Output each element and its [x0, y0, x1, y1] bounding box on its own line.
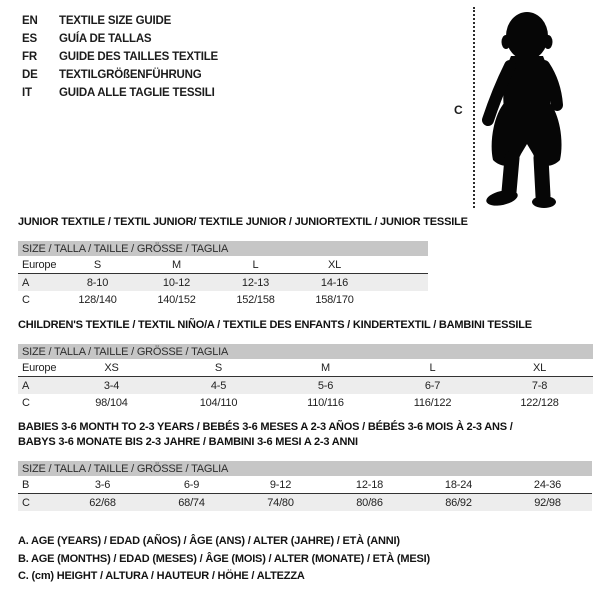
table-row	[18, 494, 592, 512]
table-cell: XL	[486, 359, 593, 377]
height-measure-line	[473, 7, 475, 208]
legend-line: B. AGE (MONTHS) / EDAD (MESES) / ÂGE (MOIS) / ALTER (MONATE) / ETÀ (MESI)	[18, 552, 430, 565]
language-code: EN	[22, 15, 38, 27]
row-label: A	[18, 274, 58, 292]
table-row	[18, 274, 428, 292]
size-header-bar	[18, 344, 593, 359]
size-table	[18, 241, 428, 308]
table-cell: 9-12	[236, 476, 325, 494]
table-cell: 4-5	[165, 377, 272, 395]
size-table-section	[18, 215, 468, 308]
language-title: GUIDA ALLE TAGLIE TESSILI	[59, 87, 215, 99]
table-cell: 140/152	[157, 293, 196, 306]
language-code: DE	[22, 69, 38, 81]
table-row	[18, 377, 593, 395]
size-table	[18, 461, 592, 511]
table-cell-empty	[374, 256, 428, 274]
table-cell: 12-18	[325, 476, 414, 494]
row-label: Europe	[18, 256, 58, 274]
table-cell: 152/158	[236, 293, 275, 306]
table-title	[18, 420, 592, 450]
table-cell: 7-8	[486, 377, 593, 395]
table-row	[18, 394, 593, 411]
table-cell: 12-13	[216, 274, 295, 292]
table-cell: 158/170	[315, 293, 354, 306]
table-title-line: BABIES 3-6 MONTH TO 2-3 YEARS / BEBÉS 3-6 MESES A 2-3 AÑOS / BÉBÉS 3-6 MOIS À 2-3 ANS /	[18, 421, 513, 433]
size-header-bar	[18, 241, 428, 256]
row-label: A	[18, 377, 58, 395]
language-row	[22, 12, 218, 30]
language-title: GUÍA DE TALLAS	[59, 33, 152, 45]
language-code: ES	[22, 33, 37, 45]
language-code: FR	[22, 51, 37, 63]
table-cell: 3-4	[58, 377, 165, 395]
table-cell: 98/104	[95, 396, 128, 409]
row-label: C	[22, 293, 30, 306]
measure-legend	[18, 533, 430, 586]
language-list	[22, 12, 218, 102]
table-cell: 6-9	[147, 476, 236, 494]
table-cell: 110/116	[307, 396, 344, 409]
language-code: IT	[22, 87, 32, 99]
table-row	[18, 359, 593, 377]
table-title	[18, 318, 593, 333]
table-cell: S	[165, 359, 272, 377]
toddler-silhouette-image	[480, 8, 572, 208]
row-label: Europe	[18, 359, 58, 377]
row-label: C	[22, 396, 30, 409]
table-cell: 92/98	[503, 494, 592, 512]
height-measure-label: C	[454, 103, 463, 117]
table-title-line: JUNIOR TEXTILE / TEXTIL JUNIOR/ TEXTILE JUNIOR / JUNIORTEXTIL / JUNIOR TESSILE	[18, 216, 468, 228]
table-cell: M	[137, 256, 216, 274]
language-title: TEXTILGRÖßENFÜHRUNG	[59, 69, 202, 81]
table-cell: 3-6	[58, 476, 147, 494]
table-cell: 74/80	[236, 494, 325, 512]
table-title-line: CHILDREN'S TEXTILE / TEXTIL NIÑO/A / TEXTILE DES ENFANTS / KINDERTEXTIL / BAMBINI TESSILE	[18, 319, 532, 331]
table-cell: 8-10	[58, 274, 137, 292]
table-row	[18, 256, 428, 274]
table-cell: 68/74	[147, 494, 236, 512]
table-cell: 128/140	[78, 293, 117, 306]
table-cell: 24-36	[503, 476, 592, 494]
legend-line: A. AGE (YEARS) / EDAD (AÑOS) / ÂGE (ANS) / ALTER (JAHRE) / ETÀ (ANNI)	[18, 535, 400, 547]
table-title-line: BABYS 3-6 MONATE BIS 2-3 JAHRE / BAMBINI 3-6 MESI A 2-3 ANNI	[18, 436, 358, 448]
language-title: TEXTILE SIZE GUIDE	[59, 15, 172, 27]
table-cell: 80/86	[325, 494, 414, 512]
language-title: GUIDE DES TAILLES TEXTILE	[59, 51, 218, 63]
size-header-label: SIZE / TALLA / TAILLE / GRÖSSE / TAGLIA	[18, 461, 592, 476]
language-row	[22, 48, 218, 66]
table-title	[18, 215, 468, 230]
table-cell: S	[58, 256, 137, 274]
table-cell: 18-24	[414, 476, 503, 494]
baby-silhouette-figure	[440, 0, 600, 220]
table-cell: 86/92	[414, 494, 503, 512]
legend-line: C. (cm) HEIGHT / ALTURA / HAUTEUR / HÖHE / ALTEZZA	[18, 570, 305, 582]
table-cell: L	[379, 359, 486, 377]
table-row	[18, 476, 592, 494]
size-table-section	[18, 420, 592, 511]
language-row	[22, 30, 218, 48]
table-cell: XL	[295, 256, 374, 274]
table-cell: 14-16	[295, 274, 374, 292]
table-row	[18, 291, 428, 308]
size-header-bar	[18, 461, 592, 476]
table-cell: 5-6	[272, 377, 379, 395]
size-table	[18, 344, 593, 411]
table-cell: 62/68	[58, 494, 147, 512]
row-label: C	[18, 494, 58, 512]
size-header-label: SIZE / TALLA / TAILLE / GRÖSSE / TAGLIA	[18, 344, 593, 359]
table-cell: 122/128	[520, 396, 559, 409]
language-row	[22, 66, 218, 84]
table-cell-empty	[374, 291, 428, 308]
table-cell: M	[272, 359, 379, 377]
size-table-section	[18, 318, 593, 411]
table-cell: XS	[58, 359, 165, 377]
table-cell: 6-7	[379, 377, 486, 395]
table-cell: 104/110	[199, 396, 238, 409]
table-cell: 10-12	[137, 274, 216, 292]
size-header-label: SIZE / TALLA / TAILLE / GRÖSSE / TAGLIA	[18, 241, 428, 256]
table-cell-empty	[374, 274, 428, 292]
language-row	[22, 84, 218, 102]
row-label: B	[18, 476, 58, 494]
table-cell: L	[216, 256, 295, 274]
table-cell: 116/122	[413, 396, 452, 409]
